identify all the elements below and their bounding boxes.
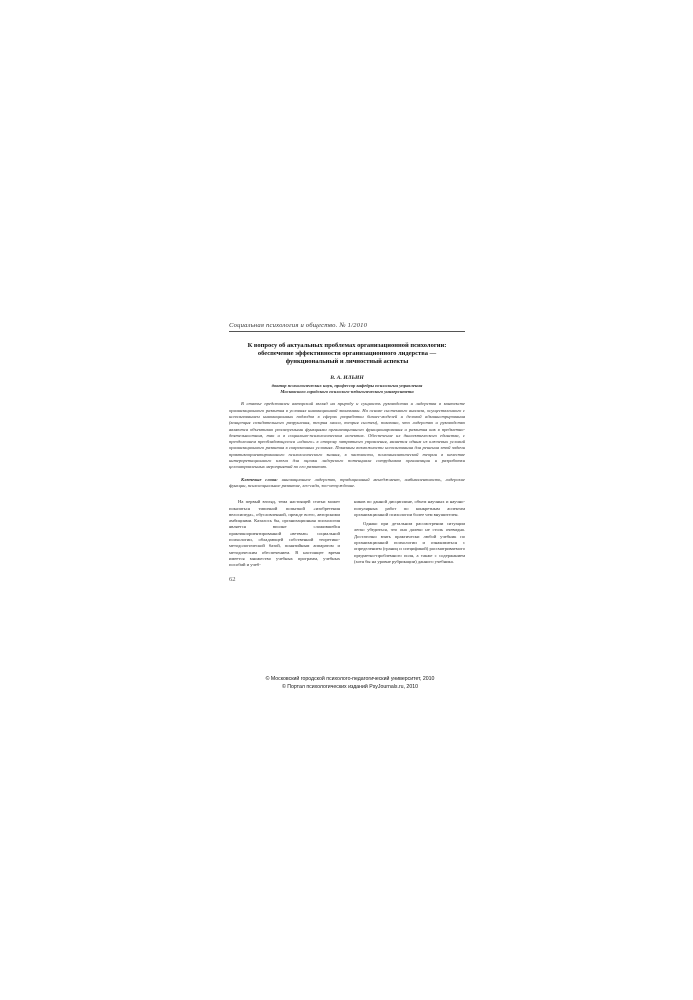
copyright-line: © Московский городской психолого-педагогический университет, 2010	[265, 676, 435, 682]
author-affiliation	[229, 383, 465, 395]
abstract: В статье представлен авторский взгляд на природу и сущность руководства и лидерства в контексте организационного развития в условиях инновационной экономики. На основе системного анализа, осуществленного с использованием инновационных подходов в сферах разработки бизнес-моделей и деловой администрирования (концепция созидательного разрушения, теория хаоса, теория систем), показано, что лидерство и руководство являются объективно реализуемыми функциями организационного функционирования и развития как в предметно-деятельностном, так и в социально-психологическом аспектах. Обеспечение их диалектического единства, с преодолением преобладающегося «одного» в сторону затратного управления, является одним из ключевых условий организационного развития в современных условиях. Показаны возможности использования для решения этой задачи практикоориентированного психологического знания, в частности, психоаналитической теории в качестве интерпретационного ключа для оценки лидерского потенциала сотрудников организации и разработки целенаправленных мероприятий по его развитию.	[229, 401, 465, 470]
title-line: К вопросу об актуальных проблемах организационной психологии:	[247, 342, 447, 349]
keywords-label: Ключевые слова:	[241, 476, 278, 482]
copyright-notice	[200, 676, 500, 691]
column-right	[354, 499, 465, 568]
keywords	[229, 477, 465, 490]
affiliation-line: Московского городского психолого-педагогического университета	[280, 389, 414, 395]
title-line: обеспечение эффективности организационного лидерства —	[257, 350, 437, 357]
paragraph: На первый взгляд, тема настоящей статьи может показаться типичной попыткой «изобретения велосипеда», обусловленной, прежде всего, авторскими амбициями. Казалось бы, организационная психология является вполне сложившейся практикоориентированной «ветвью» социальной психологии, обладающей собственной теоретико-методологической базой, понятийным аппаратом и методическим обеспечением. В настоящее время имеется множество учебных программ, учебных пособий и учеб-	[229, 499, 340, 568]
paragraph: ников по данной дисциплине, объем научных и научно-популярных работ по конкретным аспектам организационной психологии более чем внушителен.	[354, 499, 465, 517]
author-name: В. А. ИЛЬИН	[330, 375, 364, 381]
column-left	[229, 499, 340, 568]
paragraph: Однако при детальном рассмотрении ситуации легко убедиться, что она далеко не столь очевидна. Достаточно взять практически любой учебник по организационной психологии и ознакомиться с определением (границ и спецификой) рассматриваемого предметно-проблемного поля, а также с содержанием (хотя бы на уровне рубрикации) данного учебника.	[354, 521, 465, 564]
keywords-text: инновационное лидерство, традиционный менеджмент, амбивалентность, лидерские функции, психосоциальное развитие, лео-сада, зоо-отчуждение.	[229, 476, 465, 488]
copyright-line: © Портал психологических изданий PsyJournals.ru, 2010	[282, 683, 418, 690]
article-page	[229, 322, 465, 583]
article-title	[229, 342, 465, 366]
title-line: функциональный и личностный аспекты	[285, 358, 409, 365]
journal-header: Социальная психология и общество. № 1/2010	[229, 322, 465, 332]
page-number: 62	[229, 575, 236, 583]
affiliation-line: доктор психологических наук, профессор кафедры психологии управления	[271, 383, 423, 388]
body-columns	[229, 499, 465, 568]
